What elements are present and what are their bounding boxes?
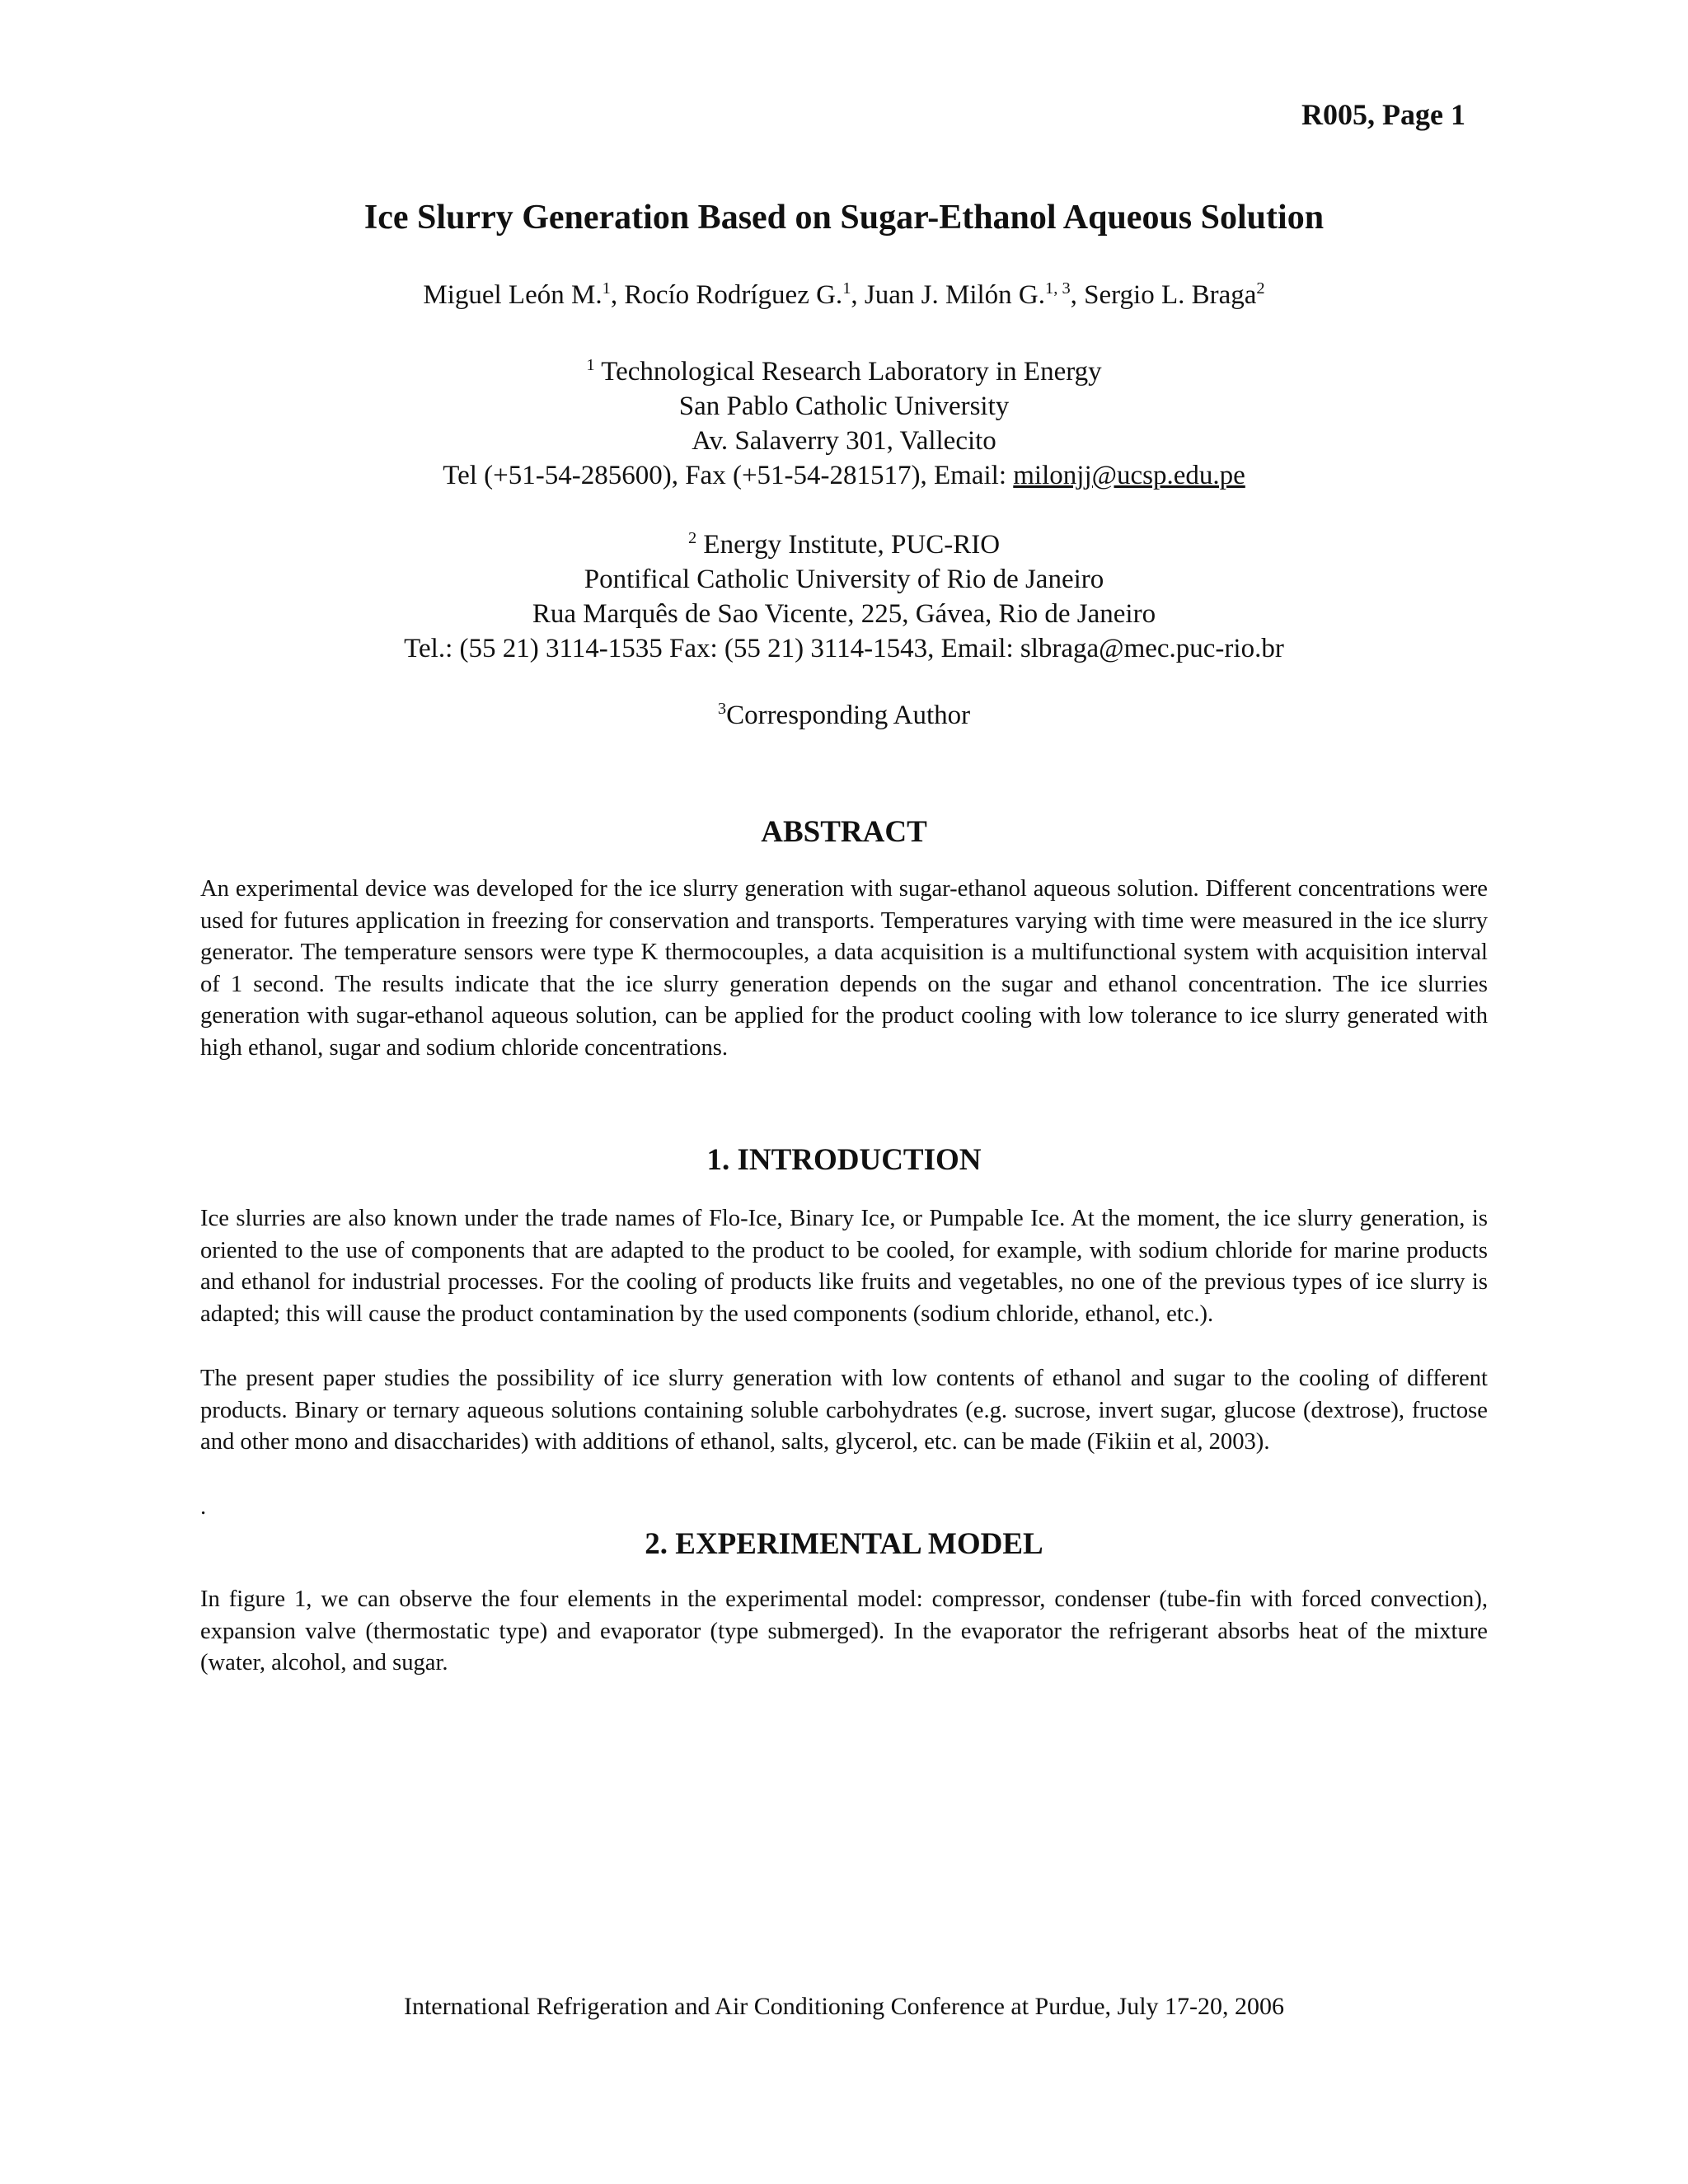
author-list: Miguel León M.$^1$, Rocío Rodríguez G.$^1$, Juan J. Milón G.$^{1, 3}$, Sergio L. Braga$^2$ [423,279,1265,310]
affiliation-marker: 1 [586,356,595,374]
author-name: Rocío Rodríguez G. [624,280,843,310]
author-affiliation-marker: 1, 3 [1045,279,1071,298]
author-name: Juan J. Milón G. [864,280,1045,310]
author-affiliation-marker: 2 [1256,279,1265,298]
affiliation-address: Av. Salaverry 301, Vallecito [692,426,996,456]
affiliation-contact: Tel.: (55 21) 3114-1535 Fax: (55 21) 3114-1543, Email: slbraga@mec.puc-rio.br [404,634,1284,663]
affiliation-institution: San Pablo Catholic University [678,391,1010,421]
affiliation-address: Rua Marquês de Sao Vicente, 225, Gávea, Rio de Janeiro [532,599,1156,629]
affiliation-1 [198,354,1490,493]
paper-title: Ice Slurry Generation Based on Sugar-Ethanol Aqueous Solution [363,199,1325,237]
introduction-trailing-dot: . [200,1494,207,1520]
author-affiliation-marker: 1 [842,279,851,298]
author-name: Miguel León M. [423,280,603,310]
affiliation-contact: Tel (+51-54-285600), Fax (+51-54-281517), Email: [443,461,1014,490]
experimental-model-heading: 2. EXPERIMENTAL MODEL [645,1527,1043,1561]
experimental-model-paragraph: In figure 1, we can observe the four elements in the experimental model: compressor, condenser (tube-fin with forced convection), expansion valve (thermostatic type) and evaporator (type submerged). In the evaporator the refrigerant absorbs heat of the mixture (water, alcohol, and sugar. [200,1586,1488,1676]
affiliation-marker: 2 [687,529,697,547]
author-name: Sergio L. Braga [1084,280,1257,310]
affiliation-2 [198,527,1490,666]
introduction-paragraph-2: The present paper studies the possibility of ice slurry generation with low contents of ethanol and sugar to the cooling of different products. Binary or ternary aqueous solutions containing soluble carbohydrates (e.g. sucrose, invert sugar, glucose (dextrose), fructose and other mono and disaccharides) with additions of ethanol, salts, glycerol, etc. can be made (Fikiin et al, 2003). [200,1366,1488,1455]
page-reference: R005, Page 1 [1301,98,1465,131]
affiliation-name: Energy Institute, PUC-RIO [696,530,1001,560]
affiliation-name: Technological Research Laboratory in Energy [594,357,1102,387]
introduction-heading: 1. INTRODUCTION [706,1143,982,1177]
corresponding-marker: 3 [717,700,727,718]
introduction-paragraph-1: Ice slurries are also known under the trade names of Flo-Ice, Binary Ice, or Pumpable Ice. At the moment, the ice slurry generation, is oriented to the use of components that are adapted to the product to be cooled, for example, with sodium chloride for marine products and ethanol for industrial processes. For the cooling of products like fruits and vegetables, no one of the previous types of ice slurry is adapted; this will cause the product contamination by the used components (sodium chloride, ethanol, etc.). [200,1206,1488,1327]
conference-footer: International Refrigeration and Air Conditioning Conference at Purdue, July 17-20, 2006 [403,1993,1285,2020]
author-affiliation-marker: 1 [602,279,611,298]
abstract-heading: ABSTRACT [761,815,927,849]
affiliation-institution: Pontifical Catholic University of Rio de Janeiro [584,565,1104,594]
abstract-text: An experimental device was developed for the ice slurry generation with sugar-ethanol aqueous solution. Different concentrations were used for futures application in freezing for conservation and transports. Temperatures varying with time were measured in the ice slurry generator. The temperature sensors were type K thermocouples, a data acquisition is a multifunctional system with acquisition interval of 1 second. The results indicate that the ice slurry generation depends on the sugar and ethanol concentration. The ice slurries generation with sugar-ethanol aqueous solution, can be applied for the product cooling with low tolerance to ice slurry generated with high ethanol, sugar and sodium chloride concentrations. [200,876,1488,1061]
email-link[interactable]: milonjj@ucsp.edu.pe [1013,461,1245,490]
corresponding-author-note: $^3$Corresponding Author [717,700,971,730]
